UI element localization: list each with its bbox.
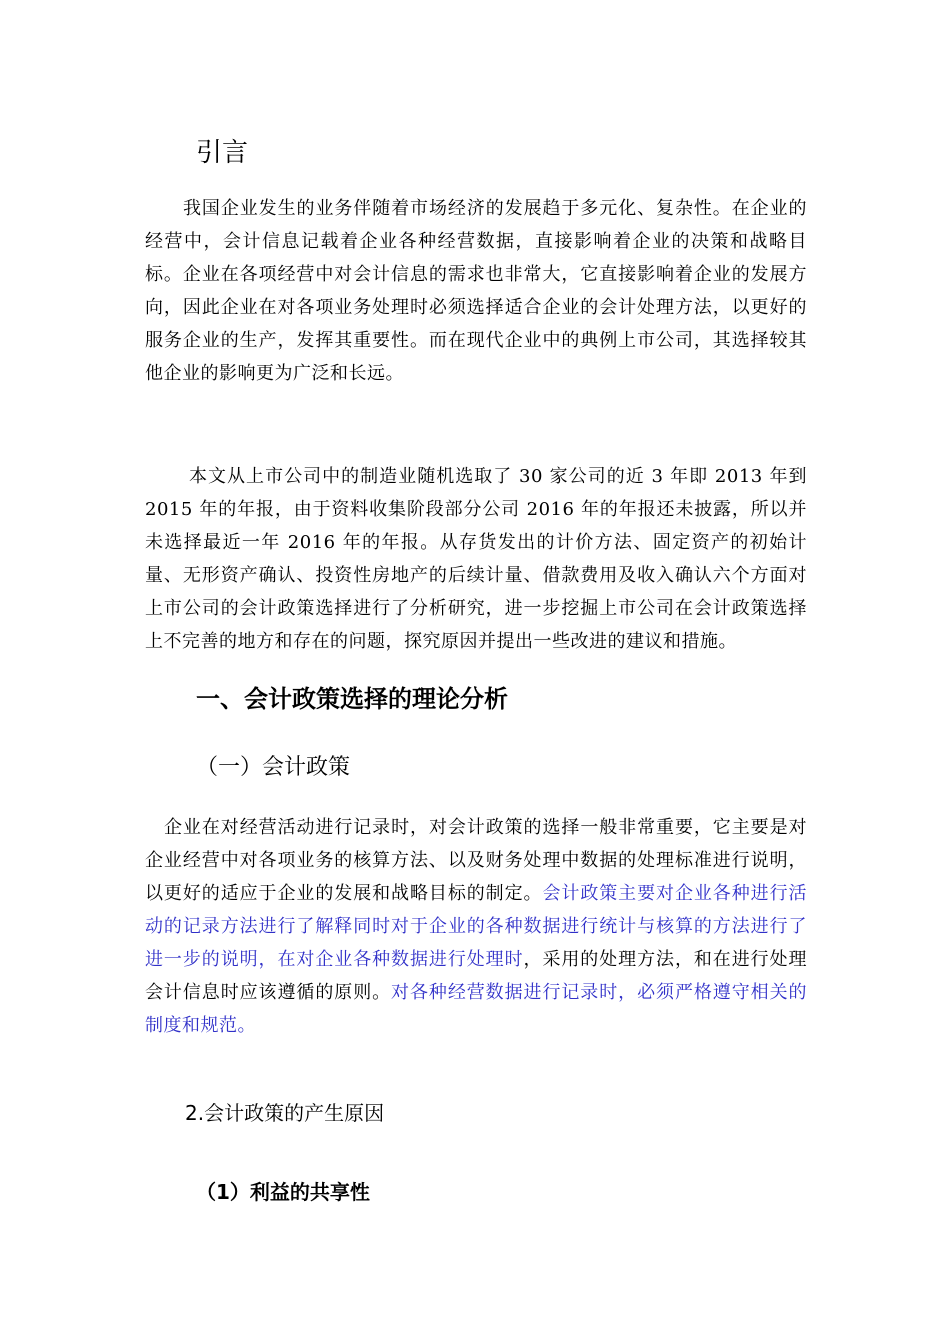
highlighted-text-2: 对各种经营数据进行记录时，必须严格遵守相关的制度和规范。 [145,982,808,1036]
highlighted-text-1: 会计政策主要对企业各种进行活动的记录方法进行了解释同时对于企业的各种数据进行统计与核算的方法进行了进一步的说明，在对企业各种数据进行处理时 [145,883,808,970]
section-1-heading: （一）会计政策 [196,755,351,780]
intro-paragraph-1: 我国企业发生的业务伴随着市场经济的发展趋于多元化、复杂性。在企业的经营中，会计信息记载着企业各种经营数据，直接影响着企业的决策和战略目标。企业在各项经营中对会计信息的需求也非常大，它直接影响着企业的发展方向，因此企业在对各项业务处理时必须选择适合企业的会计处理方法，以更好的服务企业的生产，发挥其重要性。而在现代企业中的典例上市公司，其选择较其他企业的影响更为广泛和长远。 [145,198,807,384]
subsection-2-heading: 2.会计政策的产生原因 [185,1101,385,1125]
paragraph-text-part-3: ，采用的处理方法，和在进行处理会计信息时应该遵循的原则。 [145,949,808,1003]
chapter-1-heading: 一、会计政策选择的理论分析 [196,685,508,713]
item-1-heading: （1）利益的共享性 [196,1180,370,1204]
section-1-paragraph [145,811,807,1042]
paragraph-text-part-1: 企业在对经营活动进行记录时，对会计政策的选择一般非常重要，它主要是对企业经营中对各项业务的核算方法、以及财务处理中数据的处理标准进行说明，以更好的适应于企业的发展和战略目标的制定。 [145,817,807,904]
intro-paragraph-2: 本文从上市公司中的制造业随机选取了 30 家公司的近 3 年即 2013 年到 2015 年的年报，由于资料收集阶段部分公司 2016 年的年报还未披露，所以并未选择最近一年 2016 年的年报。从存货发出的计价方法、固定资产的初始计量、无形资产确认、投资性房地产的后续计量、借款费用及收入确认六个方面对上市公司的会计政策选择进行了分析研究，进一步挖掘上市公司在会计政策选择上不完善的地方和存在的问题，探究原因并提出一些改进的建议和措施。 [145,466,807,652]
intro-heading: 引言 [196,138,249,168]
